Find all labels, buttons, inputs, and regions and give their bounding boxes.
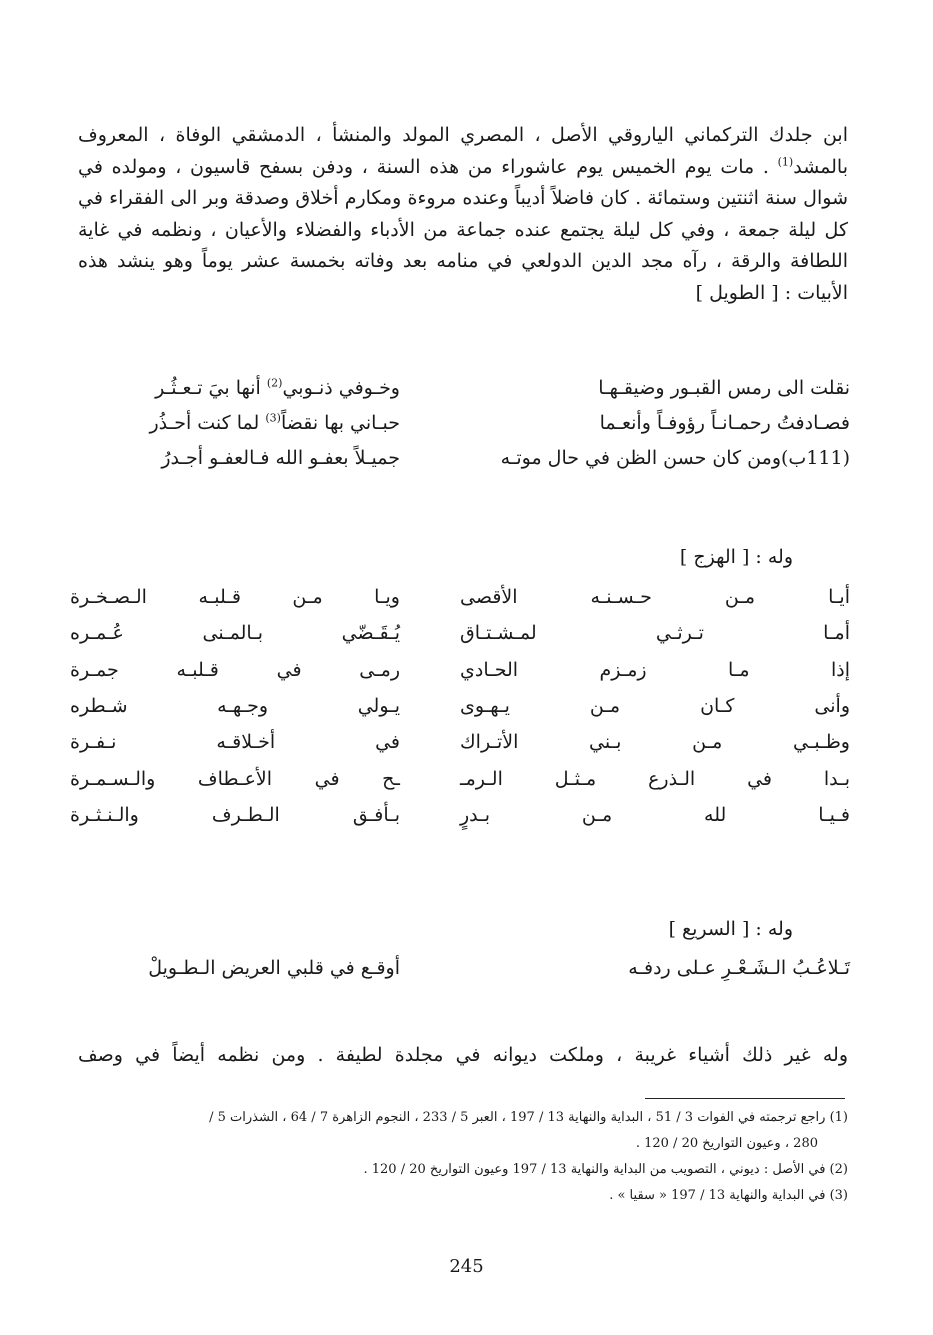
verse-second-hemistich: في أخـلاقـه نـفـرة	[70, 731, 400, 754]
verse-line	[70, 797, 850, 833]
verse-line	[70, 440, 850, 475]
verse-first-hemistich: بـدا في الـذرع مـثـل الـرمـ	[460, 767, 850, 790]
prose-paragraph-1	[78, 120, 848, 310]
footnote-1-continuation: 280 ، وعيون التواريخ 20 / 120 .	[635, 1136, 818, 1151]
prose-text-2: شوال سنة اثنتين وستمائة . كان فاضلاً أديباً وعنده مروءة ومكارم أخلاق وصدقة وبر الى الفقراء في كل ليلة جمعة ، وفي كل ليلة يجتمع عنده جماعة من الأدباء والفضلاء والأعيان ، ونظمه في غاية اللطافة والرقة ، رآه مجد الدين الدولعي في منامه بعد وفاته بخمسة عشر يوماً وهو ينشد هذه الأبيات : [ الطويل ]	[78, 187, 848, 304]
verse-line	[70, 950, 850, 985]
prose-text-1: ابن جلدك التركماني الياروقي الأصل ، المصري المولد والمنشأ ، الدمشقي الوفاة ، المعروف بالمشد	[78, 124, 848, 178]
hazaj-poem	[70, 579, 850, 833]
verse-second-hemistich: ويـا مـن قـلبـه الـصـخـرة	[70, 586, 400, 609]
verse-line	[70, 370, 850, 405]
verse-line	[70, 724, 850, 760]
verse-first-hemistich: أمـا تـرثـي لمـشـتـاق	[460, 622, 850, 645]
verse-first-hemistich: وظـبـي مـن بـني الأتـراك	[460, 731, 850, 754]
verse-second-hemistich: رمـى في قـلبـه جمـرة	[70, 658, 400, 681]
verse-first-hemistich: فـيـا لله مـن بـدرٍ	[460, 803, 850, 826]
tawil-poem	[70, 370, 850, 475]
hemistich-text: أنها بيَ تـعـثُـر	[155, 376, 267, 399]
verse-first-hemistich: أيـا مـن حـسـنـه الأقصى	[460, 586, 850, 609]
footnote-marker-3: (3)	[265, 411, 281, 425]
footnote-separator	[645, 1098, 845, 1099]
prose-text-1b: . مات يوم الخميس يوم عاشوراء من هذه السنة ، ودفن بسفح قاسيون ، ومولده في	[78, 155, 778, 178]
verse-first-hemistich: وأنى كـان مـن يـهـوى	[460, 695, 850, 718]
verse-line	[70, 688, 850, 724]
footnote-marker-2: (2)	[266, 376, 283, 390]
verse-second-hemistich: ـح في الأعـطاف والـسـمـرة	[70, 767, 400, 790]
verse-second-hemistich: يُـقَـضّي بـالمـنى عُـمـره	[70, 622, 400, 645]
footnote-2: (2) في الأصل : ديوني ، التصويب من البداية والنهاية 13 / 197 وعيون التواريخ 20 / 120 .	[363, 1162, 848, 1177]
sari-meter-label: وله : [ السريع ]	[668, 918, 793, 940]
verse-first-hemistich: إذا مـا زمـزم الحـادي	[460, 658, 850, 681]
hemistich-text: وخـوفي ذنـوبي	[282, 376, 400, 399]
footnote-marker-1: (1)	[777, 155, 794, 169]
verse-line	[70, 615, 850, 651]
verse-first-hemistich: (111ب)ومن كان حسن الظن في حال موتـه	[500, 446, 850, 469]
page-number: 245	[449, 1256, 484, 1277]
footnote-3: (3) في البداية والنهاية 13 / 197 « سقيا » .	[609, 1188, 848, 1203]
footnotes	[75, 1105, 848, 1209]
hemistich-text: جميـلاً بعفـو الله فـالعفـو أجـدرُ	[161, 446, 400, 469]
verse-first-hemistich: تَـلاعُـبُ الـشَـعْـرِ عـلى ردفـه	[628, 956, 850, 979]
sari-poem	[70, 950, 850, 985]
verse-second-hemistich: بـأفـق الـطـرف والـنـثـرة	[70, 803, 400, 826]
verse-first-hemistich: فصـادفتُ رحمـانـاً رؤوفـاً وأنعـما	[599, 411, 850, 434]
verse-line	[70, 405, 850, 440]
verse-line	[70, 652, 850, 688]
footnote-1: (1) راجع ترجمته في الفوات 3 / 51 ، البداية والنهاية 13 / 197 ، العبر 5 / 233 ، النجوم الزاهرة 7 / 64 ، الشذرات 5 /	[209, 1110, 848, 1125]
verse-second-hemistich	[70, 377, 400, 399]
verse-line	[70, 760, 850, 796]
verse-first-hemistich: نقلت الى رمس القبـور وضيقـهـا	[598, 376, 850, 399]
closing-line: وله غير ذلك أشياء غريبة ، وملكت ديوانه في مجلدة لطيفة . ومن نظمه أيضاً في وصف	[78, 1044, 848, 1066]
verse-second-hemistich	[70, 447, 400, 469]
hemistich-text: حبـاني بها نقضاً	[280, 411, 400, 434]
biography-prose	[78, 120, 848, 310]
verse-second-hemistich: أوقـع في قلبي العريض الـطـويلْ	[148, 956, 400, 979]
hemistich-text: لما كنت أحـذُر	[149, 411, 266, 434]
hazaj-meter-label: وله : [ الهزج ]	[679, 546, 793, 568]
verse-second-hemistich: يـولي وجـهـه شـطره	[70, 695, 400, 718]
verse-line	[70, 579, 850, 615]
verse-second-hemistich	[70, 412, 400, 434]
